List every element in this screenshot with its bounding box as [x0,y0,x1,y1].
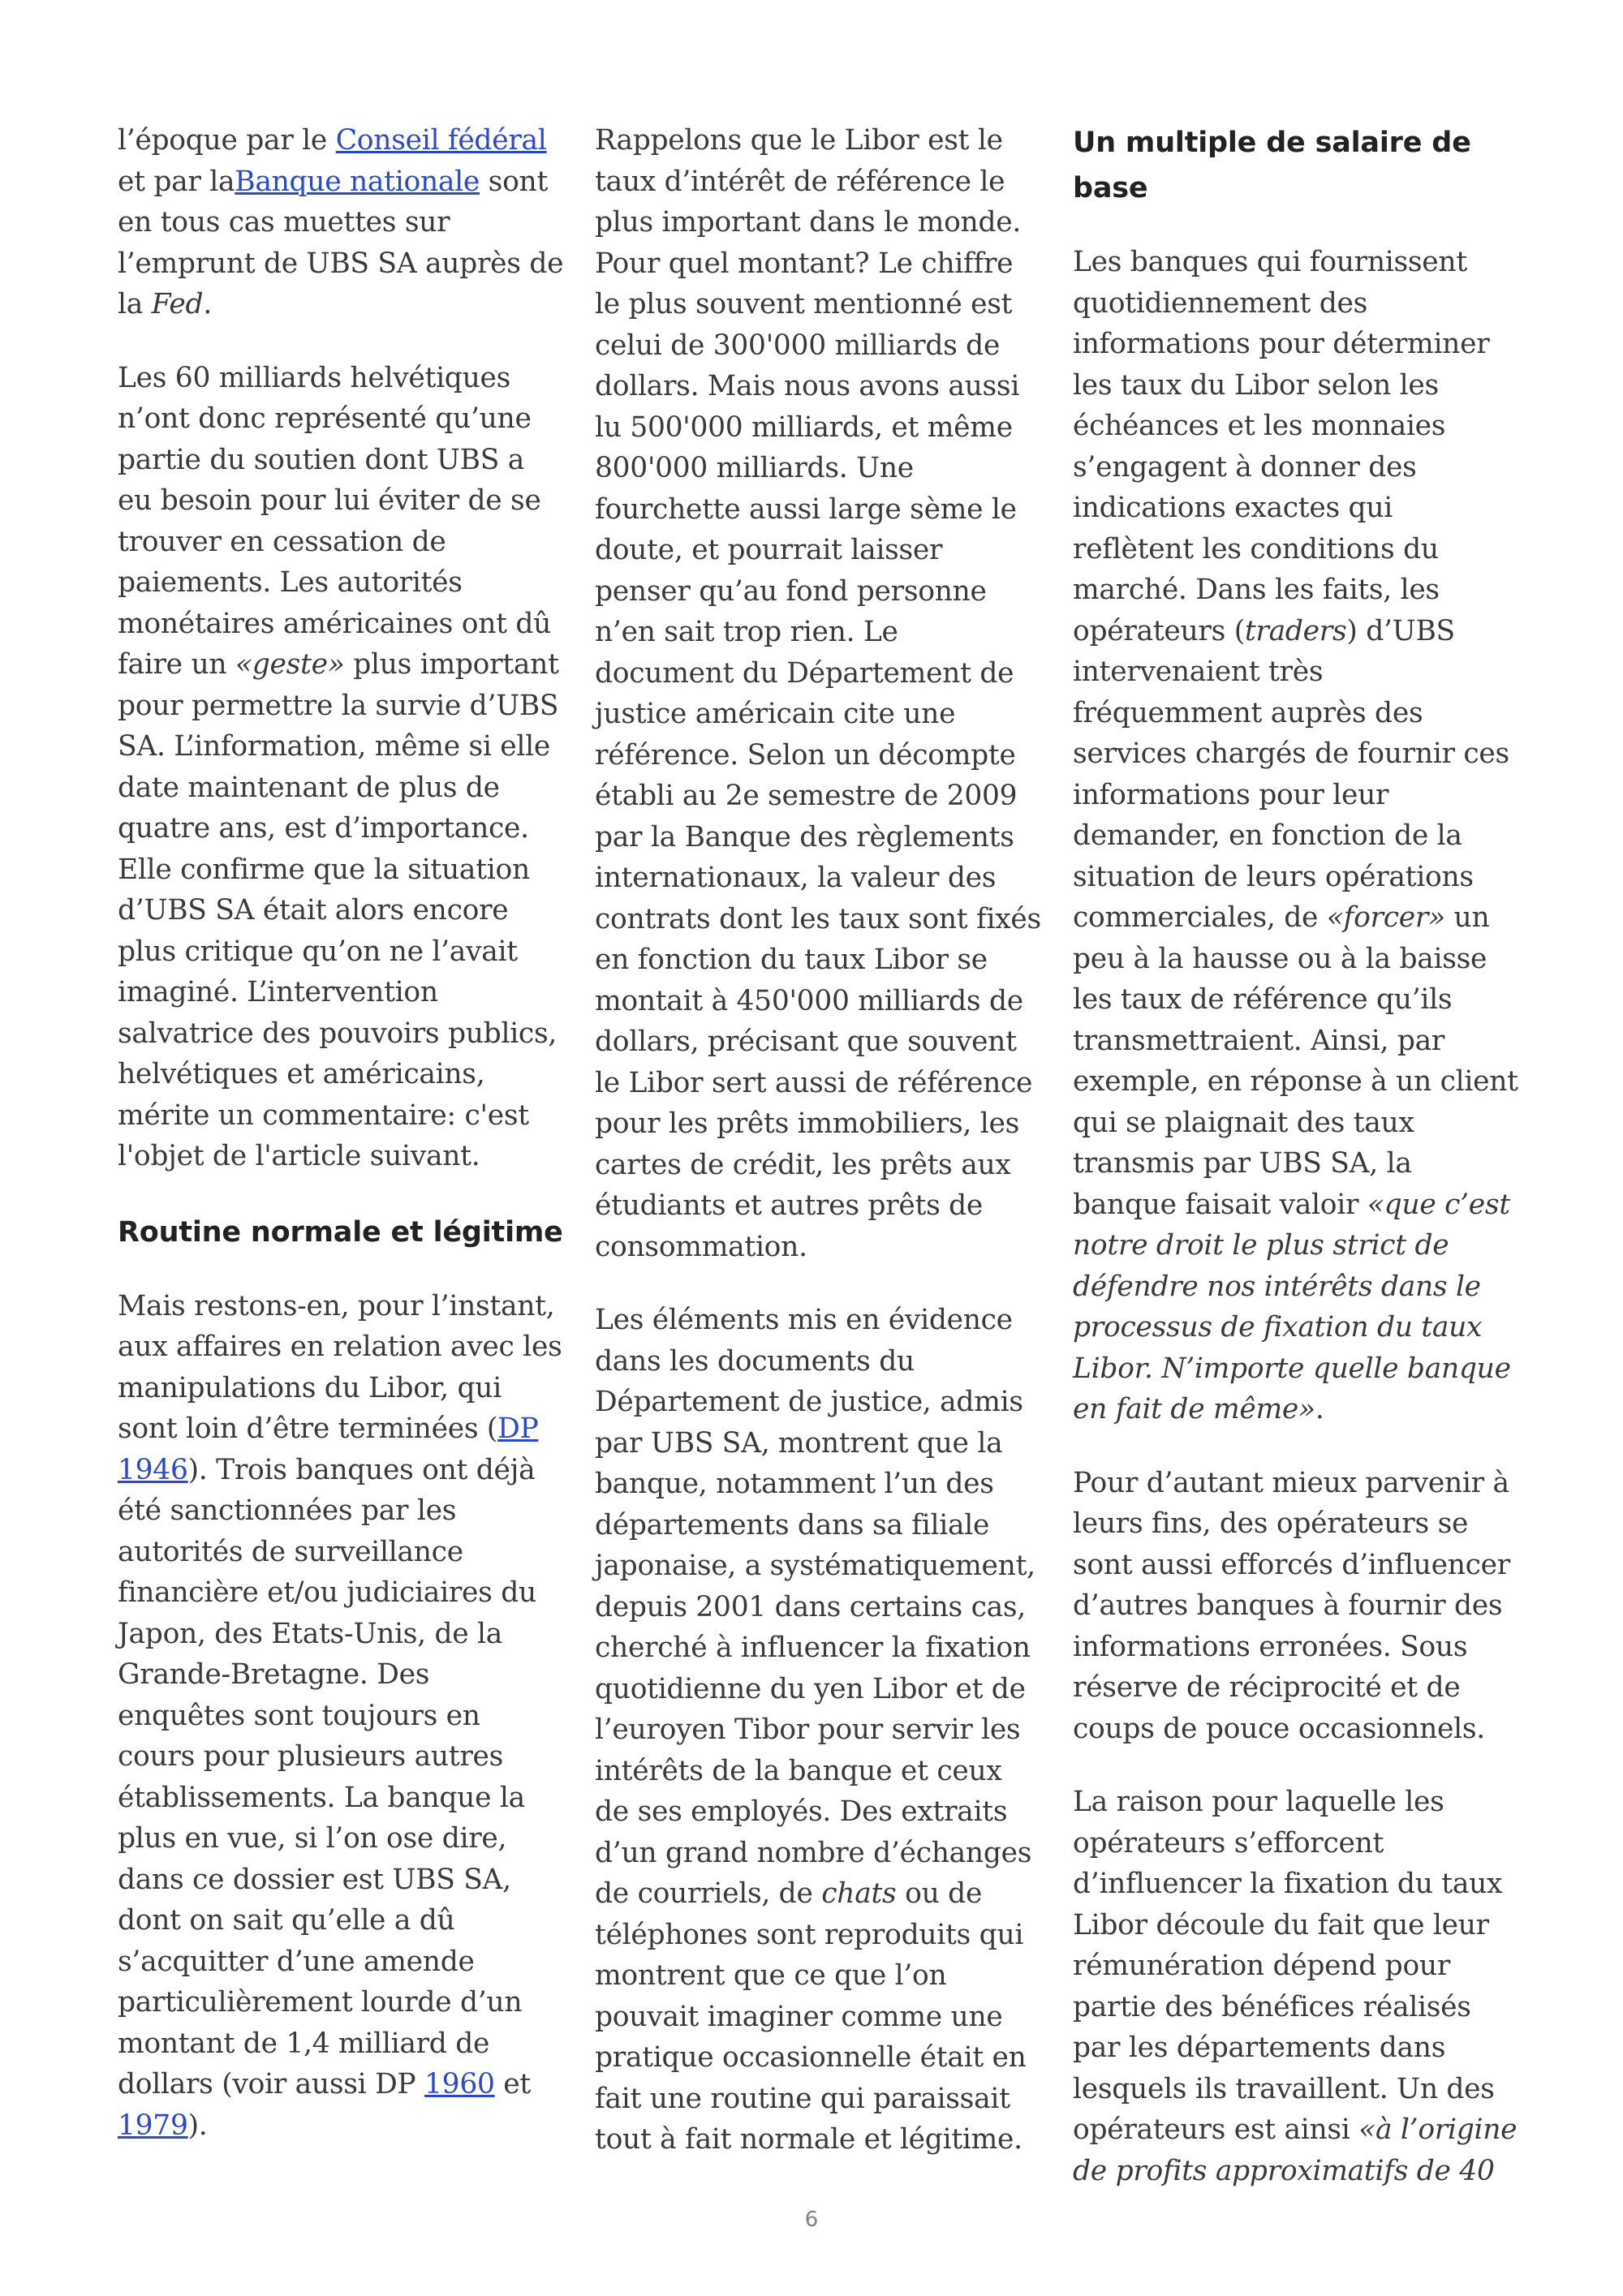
text-line: aux affaires en relation avec les [118,1331,562,1363]
text-line: pratique occasionnelle était en [595,2041,1027,2074]
text-line: Rappelons que le Libor est le [595,124,1003,157]
text-line: réserve de réciprocité et de [1073,1671,1461,1704]
text-line: d’UBS SA était alors encore [118,894,509,927]
text-line: financière et/ou judiciaires du [118,1576,536,1609]
text-line: trouver en cessation de [118,525,446,558]
text-line: quotidiennement des [1073,286,1368,320]
text-line: reflètent les conditions du [1073,532,1439,565]
paragraph [1073,1463,1527,1750]
text-line: 800'000 milliards. Une [595,452,914,484]
text-line: par UBS SA, montrent que la [595,1426,1003,1460]
text-line: peu à la hausse ou à la baisse [1073,942,1487,975]
text-line: autorités de surveillance [118,1535,463,1568]
text-line: en tous cas muettes sur [118,206,450,239]
link-dp-1946[interactable]: DP [497,1412,539,1445]
text-line: intervenaient très [1073,656,1324,688]
text-line: lesquels ils travaillent. Un des [1073,2072,1495,2105]
text-line: l’époque par le Conseil fédéral [118,124,547,157]
text-line: exemple, en réponse à un client [1073,1065,1518,1098]
text-line: internationaux, la valeur des [595,862,997,894]
text-line: Grande-Bretagne. Des [118,1658,430,1691]
text-line: date maintenant de plus de [118,771,500,804]
text-line: cherché à influencer la fixation [595,1632,1031,1664]
text-line: commerciales, de «forcer» un [1073,901,1490,934]
paragraph [1073,242,1527,1430]
link-banque-nationale[interactable]: Banque nationale [235,165,480,198]
text-line: imaginé. L’intervention [118,976,438,1008]
paragraph [1073,1782,1527,2191]
link-dp-1979[interactable]: 1979 [118,2109,188,2142]
text-line: transmis par UBS SA, la [1073,1147,1412,1180]
text-line: 1946). Trois banques ont déjà [118,1453,536,1486]
text-line: d’influencer la fixation du taux [1073,1868,1503,1900]
text-line: penser qu’au fond personne [595,574,987,608]
text-line: rémunération dépend pour [1073,1950,1451,1982]
text-line: été sanctionnées par les [118,1494,457,1527]
text-line: Libor découle du fait que leur [1073,1908,1489,1941]
text-line: montait à 450'000 milliards de [595,984,1023,1017]
text-line: tout à fait normale et légitime. [595,2123,1022,2156]
text-line: défendre nos intérêts dans le [1073,1270,1481,1303]
text-line: d’un grand nombre d’échanges [595,1836,1032,1869]
text-line: sont aussi efforcés d’influencer [1073,1548,1510,1581]
text-line: de profits approximatifs de 40 [1073,2154,1495,2187]
text-line: les taux du Libor selon les [1073,368,1439,402]
text-line: contrats dont les taux sont fixés [595,902,1041,935]
text-line: par la Banque des règlements [595,820,1014,853]
text-line: coups de pouce occasionnels. [1073,1712,1485,1745]
text-line: demander, en fonction de la [1073,819,1462,852]
text-line: quotidienne du yen Libor et de [595,1672,1026,1705]
page-number: 6 [804,2208,819,2232]
text-line: le Libor sert aussi de référence [595,1066,1033,1099]
section-heading: Routine normale et légitime [118,1215,563,1249]
text-line: transmettraient. Ainsi, par [1073,1024,1445,1057]
text-line: informations erronées. Sous [1073,1630,1468,1663]
text-line: fait une routine qui paraissait [595,2082,1010,2115]
text-line: le plus souvent mentionné est [595,288,1013,320]
text-line: 1979). [118,2109,208,2142]
text-line: Pour d’autant mieux parvenir à [1073,1466,1509,1499]
text-line: départements dans sa filiale [595,1508,990,1541]
text-line: depuis 2001 dans certains cas, [595,1590,1026,1623]
text-line: Les éléments mis en évidence [595,1304,1013,1336]
text-line: de ses employés. Des extraits [595,1795,1008,1828]
text-line: n’en sait trop rien. Le [595,616,898,648]
text-line: SA. L’information, même si elle [118,730,551,763]
text-line: Pour quel montant? Le chiffre [595,247,1014,280]
text-line: échéances et les monnaies [1073,410,1446,442]
text-line: celui de 300'000 milliards de [595,329,1001,362]
text-line: pour permettre la survie d’UBS [118,689,559,722]
text-line: dollars. Mais nous avons aussi [595,370,1020,402]
text-line: cours pour plusieurs autres [118,1740,504,1773]
text-line: d’autres banques à fournir des [1073,1589,1503,1622]
text-line: n’ont donc représenté qu’une [118,402,532,435]
text-line: processus de fixation du taux [1073,1311,1483,1344]
text-line: de courriels, de chats ou de [595,1877,983,1910]
text-line: par les départements dans [1073,2032,1446,2064]
text-line: partie des bénéfices réalisés [1073,1990,1471,2023]
text-line: partie du soutien dont UBS a [118,443,524,476]
text-line: plus important dans le monde. [595,206,1022,239]
text-line: la Fed. [118,288,212,320]
text-line: téléphones sont reproduits qui [595,1918,1024,1951]
text-line: consommation. [595,1230,807,1263]
text-line: Les banques qui fournissent [1073,246,1467,278]
text-line: marché. Dans les faits, les [1073,574,1440,606]
text-line: montrent que ce que l’on [595,1959,947,1992]
text-line: mérite un commentaire: c'est [118,1099,529,1132]
text-line: quatre ans, est d’importance. [118,812,529,845]
text-line: particulièrement lourde d’un [118,1986,523,2019]
text-line: l’euroyen Tibor pour servir les [595,1713,1021,1746]
text-line: informations pour leur [1073,778,1389,811]
text-line: La raison pour laquelle les [1073,1786,1444,1818]
text-line: informations pour déterminer [1073,328,1490,360]
paragraph [595,120,1041,1267]
column-1 [118,120,564,2178]
text-line: dans les documents du [595,1344,915,1378]
text-line: salvatrice des pouvoirs publics, [118,1017,558,1050]
text-line: leurs fins, des opérateurs se [1073,1507,1469,1540]
text-line: enquêtes sont toujours en [118,1699,480,1732]
text-line: indications exactes qui [1073,492,1393,524]
text-line: montant de 1,4 milliard de [118,2027,490,2060]
text-line: banque, notamment l’un des [595,1468,994,1500]
text-line: Libor. N’importe quelle banque [1073,1352,1511,1385]
text-line: opérateurs est ainsi «à l’origine [1073,2113,1518,2146]
text-line: dont on sait qu’elle a dû [118,1904,455,1937]
text-line: l’emprunt de UBS SA auprès de [118,247,564,280]
text-line: opérateurs s’efforcent [1073,1826,1384,1860]
text-line: et par laBanque nationale sont [118,165,549,198]
text-line: Mais restons-en, pour l’instant, [118,1289,555,1322]
text-line: fourchette aussi large sème le [595,492,1017,526]
text-line: banque faisait valoir «que c’est [1073,1188,1510,1221]
text-line: qui se plaignait des taux [1073,1106,1414,1139]
text-line: opérateurs (traders) d’UBS [1073,614,1455,647]
text-line: pour les prêts immobiliers, les [595,1107,1020,1140]
text-line: justice américain cite une [595,698,956,730]
text-line: cartes de crédit, les prêts aux [595,1148,1011,1181]
text-line: notre droit le plus strict de [1073,1229,1449,1262]
text-line: lu 500'000 milliards, et même [595,411,1013,444]
paragraph [118,120,564,325]
text-line: dans ce dossier est UBS SA, [118,1863,511,1896]
text-line: dollars, précisant que souvent [595,1025,1017,1058]
text-line: helvétiques et américains, [118,1058,485,1090]
text-line: Japon, des Etats-Unis, de la [118,1617,503,1650]
paragraph [595,1300,1041,2161]
text-line: pouvait imaginer comme une [595,2000,1003,2033]
text-line: en fonction du taux Libor se [595,944,988,976]
section-heading: Un multiple de salaire de base [1073,127,1471,204]
text-line: taux d’intérêt de référence le [595,165,1005,198]
text-line: intérêts de la banque et ceux [595,1754,1002,1787]
text-line: plus en vue, si l’on ose dire, [118,1822,507,1855]
text-line: document du Département de [595,656,1014,690]
text-line: étudiants et autres prêts de [595,1189,984,1222]
text-line: Les 60 milliards helvétiques [118,361,511,394]
text-line: Elle confirme que la situation [118,853,530,886]
text-line: plus critique qu’on ne l’avait [118,935,518,968]
text-line: fréquemment auprès des [1073,696,1423,729]
text-line: faire un «geste» plus important [118,648,559,681]
text-line: Département de justice, admis [595,1386,1023,1418]
text-line: établissements. La banque la [118,1781,525,1814]
text-line: situation de leurs opérations [1073,860,1474,893]
text-line: japonaise, a systématiquement, [595,1550,1035,1582]
text-line: établi au 2e semestre de 2009 [595,780,1018,812]
column-2 [595,120,1041,2193]
text-line: s’engagent à donner des [1073,450,1417,484]
link-dp-1960[interactable]: 1960 [424,2068,495,2100]
link-conseil-federal[interactable]: Conseil fédéral [335,124,547,157]
text-line: s’acquitter d’une amende [118,1945,475,1978]
text-line: dollars (voir aussi DP 1960 et [118,2068,531,2100]
text-line: doute, et pourrait laisser [595,534,943,566]
text-line: les taux de référence qu’ils [1073,983,1453,1016]
link-dp-1946[interactable]: 1946 [118,1453,188,1486]
paragraph [118,1286,564,2147]
text-line: l'objet de l'article suivant. [118,1140,480,1172]
text-line: paiements. Les autorités [118,566,463,599]
text-line: monétaires américaines ont dû [118,607,552,640]
text-line: services chargés de fournir ces [1073,737,1509,770]
text-line: manipulations du Libor, qui [118,1371,502,1404]
text-line: référence. Selon un décompte [595,738,1016,772]
column-3 [1073,120,1527,2224]
text-line: en fait de même». [1073,1393,1324,1425]
text-line: sont loin d’être terminées (DP [118,1412,539,1445]
paragraph [118,358,564,1177]
text-line: eu besoin pour lui éviter de se [118,484,541,517]
